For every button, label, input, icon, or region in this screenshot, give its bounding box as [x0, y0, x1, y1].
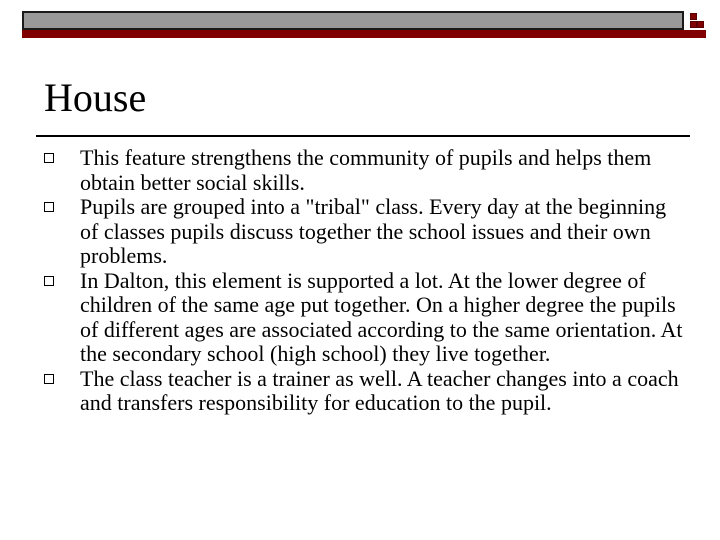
bullet-text: In Dalton, this element is supported a lot. At the lower degree of children of the same age put together. On a higher degree the pupils of different ages are associated according to the same orientation. At the secondary school (high school) they live together.	[80, 267, 683, 366]
bullet-text: Pupils are grouped into a "tribal" class. Every day at the beginning of classes pupils discuss together the school issues and their own problems.	[80, 194, 667, 268]
corner-square	[690, 21, 697, 28]
bullet-item	[44, 269, 684, 367]
header-grey-strip	[22, 11, 684, 30]
title-divider	[36, 135, 690, 137]
bullet-list	[44, 146, 684, 416]
corner-square	[697, 21, 704, 28]
corner-square	[690, 13, 697, 20]
header-decoration-bar	[22, 11, 706, 37]
corner-squares-decoration	[686, 13, 704, 29]
hollow-square-icon	[44, 202, 54, 212]
bullet-text: This feature strengthens the community of pupils and helps them obtain better social skills.	[80, 145, 652, 195]
hollow-square-icon	[44, 153, 54, 163]
header-maroon-strip	[22, 30, 706, 38]
hollow-square-icon	[44, 276, 54, 286]
hollow-square-icon	[44, 374, 54, 384]
bullet-text: The class teacher is a trainer as well. A teacher changes into a coach and transfers responsibility for education to the pupil.	[80, 365, 679, 415]
slide-title: House	[44, 75, 147, 120]
bullet-item	[44, 195, 684, 269]
bullet-item	[44, 146, 684, 195]
bullet-item	[44, 367, 684, 416]
